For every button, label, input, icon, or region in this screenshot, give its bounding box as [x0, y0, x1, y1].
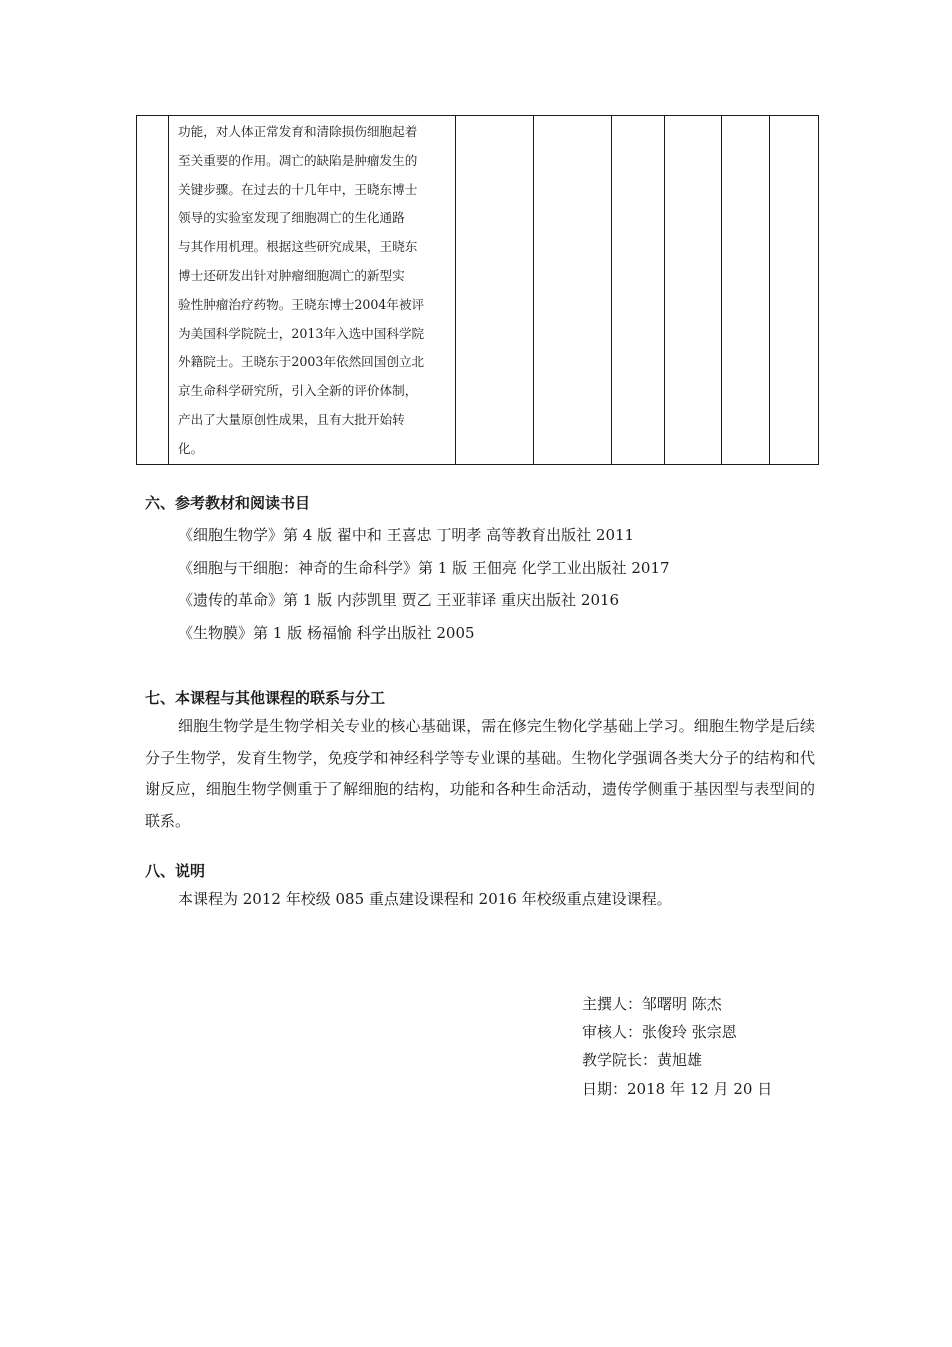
table-cell-empty	[665, 116, 722, 465]
description-line: 领导的实验室发现了细胞凋亡的生化通路	[178, 210, 405, 226]
description-line: 博士还研发出针对肿瘤细胞凋亡的新型实	[178, 267, 405, 283]
description-line: 功能，对人体正常发育和清除损伤细胞起着	[178, 124, 418, 139]
description-line: 验性肿瘤治疗药物。王晓东博士2004年被评	[178, 296, 425, 312]
book-item: 《细胞生物学》第 4 版 翟中和 王喜忠 丁明孝 高等教育出版社 2011	[178, 526, 635, 544]
book-item: 《细胞与干细胞：神奇的生命科学》第 1 版 王佃亮 化学工业出版社 2017	[178, 559, 670, 577]
table-cell-empty	[770, 116, 819, 465]
table-cell-empty	[722, 116, 770, 465]
section-8-text: 本课程为 2012 年校级 085 重点建设课程和 2016 年校级重点建设课程。	[178, 890, 672, 908]
table-cell-description	[169, 116, 456, 465]
description-line: 为美国科学院院士，2013年入选中国科学院	[178, 325, 425, 341]
book-item: 《遗传的革命》第 1 版 内莎凯里 贾乙 王亚菲译 重庆出版社 2016	[178, 591, 620, 609]
section-7-heading: 七、本课程与其他课程的联系与分工	[145, 689, 386, 707]
table-cell-empty	[612, 116, 665, 465]
description-line: 化。	[178, 440, 204, 456]
table-cell-index	[137, 116, 169, 465]
author-line: 主撰人：邹曙明 陈杰	[582, 995, 722, 1013]
date-line: 日期：2018 年 12 月 20 日	[582, 1080, 773, 1098]
section-7-text: 细胞生物学是生物学相关专业的核心基础课，需在修完生物化学基础上学习。细胞生物学是后续分子生物学，发育生物学，免疫学和神经科学等专业课的基础。生物化学强调各类大分子的结构和代谢反应，细胞生物学侧重于了解细胞的结构，功能和各种生命活动，遗传学侧重于基因型与表型间的联系。	[145, 717, 815, 830]
dean-line: 教学院长：黄旭雄	[582, 1051, 703, 1069]
reviewer-line: 审核人：张俊玲 张宗恩	[582, 1023, 737, 1041]
table-cell-empty	[456, 116, 534, 465]
section-8-heading: 八、说明	[145, 862, 206, 880]
book-item: 《生物膜》第 1 版 杨福愉 科学出版社 2005	[178, 624, 475, 642]
table-cell-empty	[534, 116, 612, 465]
description-line: 与其作用机理。根据这些研究成果，王晓东	[178, 239, 418, 255]
section-6-heading: 六、参考教材和阅读书目	[145, 494, 311, 512]
description-line: 京生命科学研究所，引入全新的评价体制，	[178, 383, 418, 399]
course-content-table	[136, 115, 819, 465]
description-line: 关键步骤。在过去的十几年中，王晓东博士	[178, 181, 418, 197]
description-line: 产出了大量原创性成果，且有大批开始转	[178, 411, 405, 427]
description-line: 外籍院士。王晓东于2003年依然回国创立北	[178, 354, 425, 370]
description-line: 至关重要的作用。凋亡的缺陷是肿瘤发生的	[178, 152, 418, 168]
